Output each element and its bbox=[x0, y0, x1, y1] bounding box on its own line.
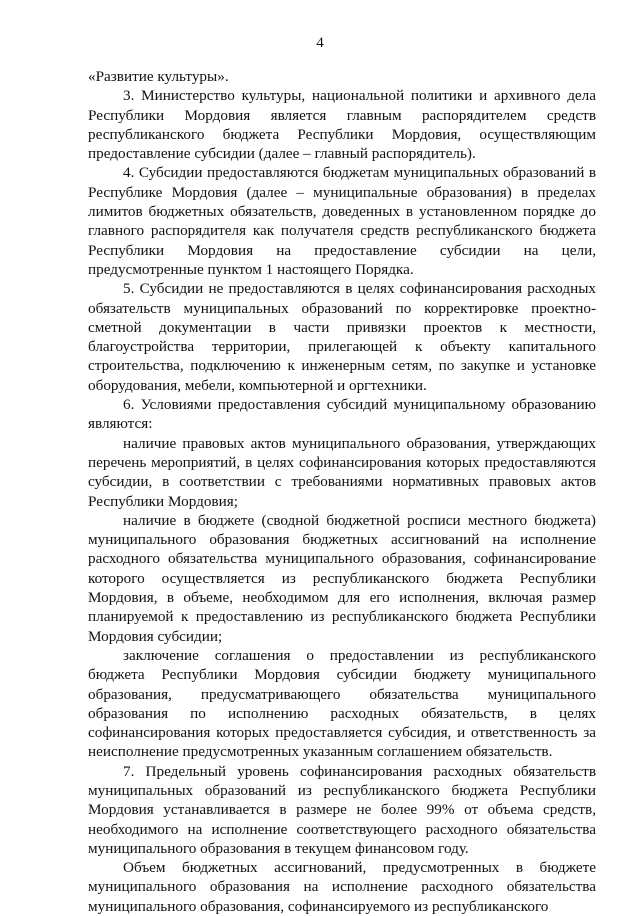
page-number: 4 bbox=[316, 35, 324, 51]
paragraph-condition-legal-acts: наличие правовых актов муниципального образования, утверждающих перечень мероприятий, в целях софинансирования которых предоставляются субсидии, в соответствии с требованиями нормативных правовых актов Республики Мордовия; bbox=[88, 434, 596, 510]
paragraph-condition-budget: наличие в бюджете (сводной бюджетной росписи местного бюджета) муниципального образования бюджетных ассигнований на исполнение расходного обязательства муниципального образования, софинансирование которого осуществляется из республиканского бюджета Республики Мордовия, в объеме, необходимом для его исполнения, включая размер планируемой к предоставлению из республиканского бюджета Республики Мордовия субсидии; bbox=[88, 511, 596, 645]
paragraph-item-6: 6. Условиями предоставления субсидий муниципальному образованию являются: bbox=[88, 396, 596, 433]
paragraph-continuation: «Развитие культуры». bbox=[88, 68, 229, 85]
paragraph-item-4: 4. Субсидии предоставляются бюджетам муниципальных образований в Республике Мордовия (далее – муниципальные образования) в пределах лимитов бюджетных обязательств, доведенных в установленном порядке до главного распорядителя как получателя средств республиканского бюджета Республики Мордовия на предоставление субсидии на цели, предусмотренные пунктом 1 настоящего Порядка. bbox=[88, 164, 596, 278]
paragraph-condition-agreement: заключение соглашения о предоставлении из республиканского бюджета Республики Мордовия субсидии бюджету муниципального образования, предусматривающего обязательства муниципального образования по исполнению расходных обязательств, в целях софинансирования которых предоставляется субсидия, и ответственность за неисполнение предусмотренных указанным соглашением обязательств. bbox=[88, 646, 596, 761]
paragraph-item-7: 7. Предельный уровень софинансирования расходных обязательств муниципальных образований из республиканского бюджета Республики Мордовия устанавливается в размере не более 99% от объема средств, необходимого на исполнение соответствующего расходного обязательства муниципального образования в текущем финансовом году. bbox=[88, 762, 596, 857]
paragraph-item-5: 5. Субсидии не предоставляются в целях софинансирования расходных обязательств муниципальных образований по корректировке проектно-сметной документации в части привязки проектов к местности, благоустройства территории, прилегающей к объекту капитального строительства, подключению к инженерным сетям, по закупке и установке оборудования, мебели, компьютерной и оргтехники. bbox=[88, 280, 596, 394]
paragraph-item-3: 3. Министерство культуры, национальной политики и архивного дела Республики Мордовия является главным распорядителем средств республиканского бюджета Республики Мордовия, осуществляющим предоставление субсидии (далее – главный распорядитель). bbox=[88, 87, 596, 163]
document-body bbox=[88, 67, 596, 916]
paragraph-budget-volume: Объем бюджетных ассигнований, предусмотренных в бюджете муниципального образования на исполнение расходного обязательства муниципального образования, софинансируемого из республиканского bbox=[88, 859, 596, 915]
